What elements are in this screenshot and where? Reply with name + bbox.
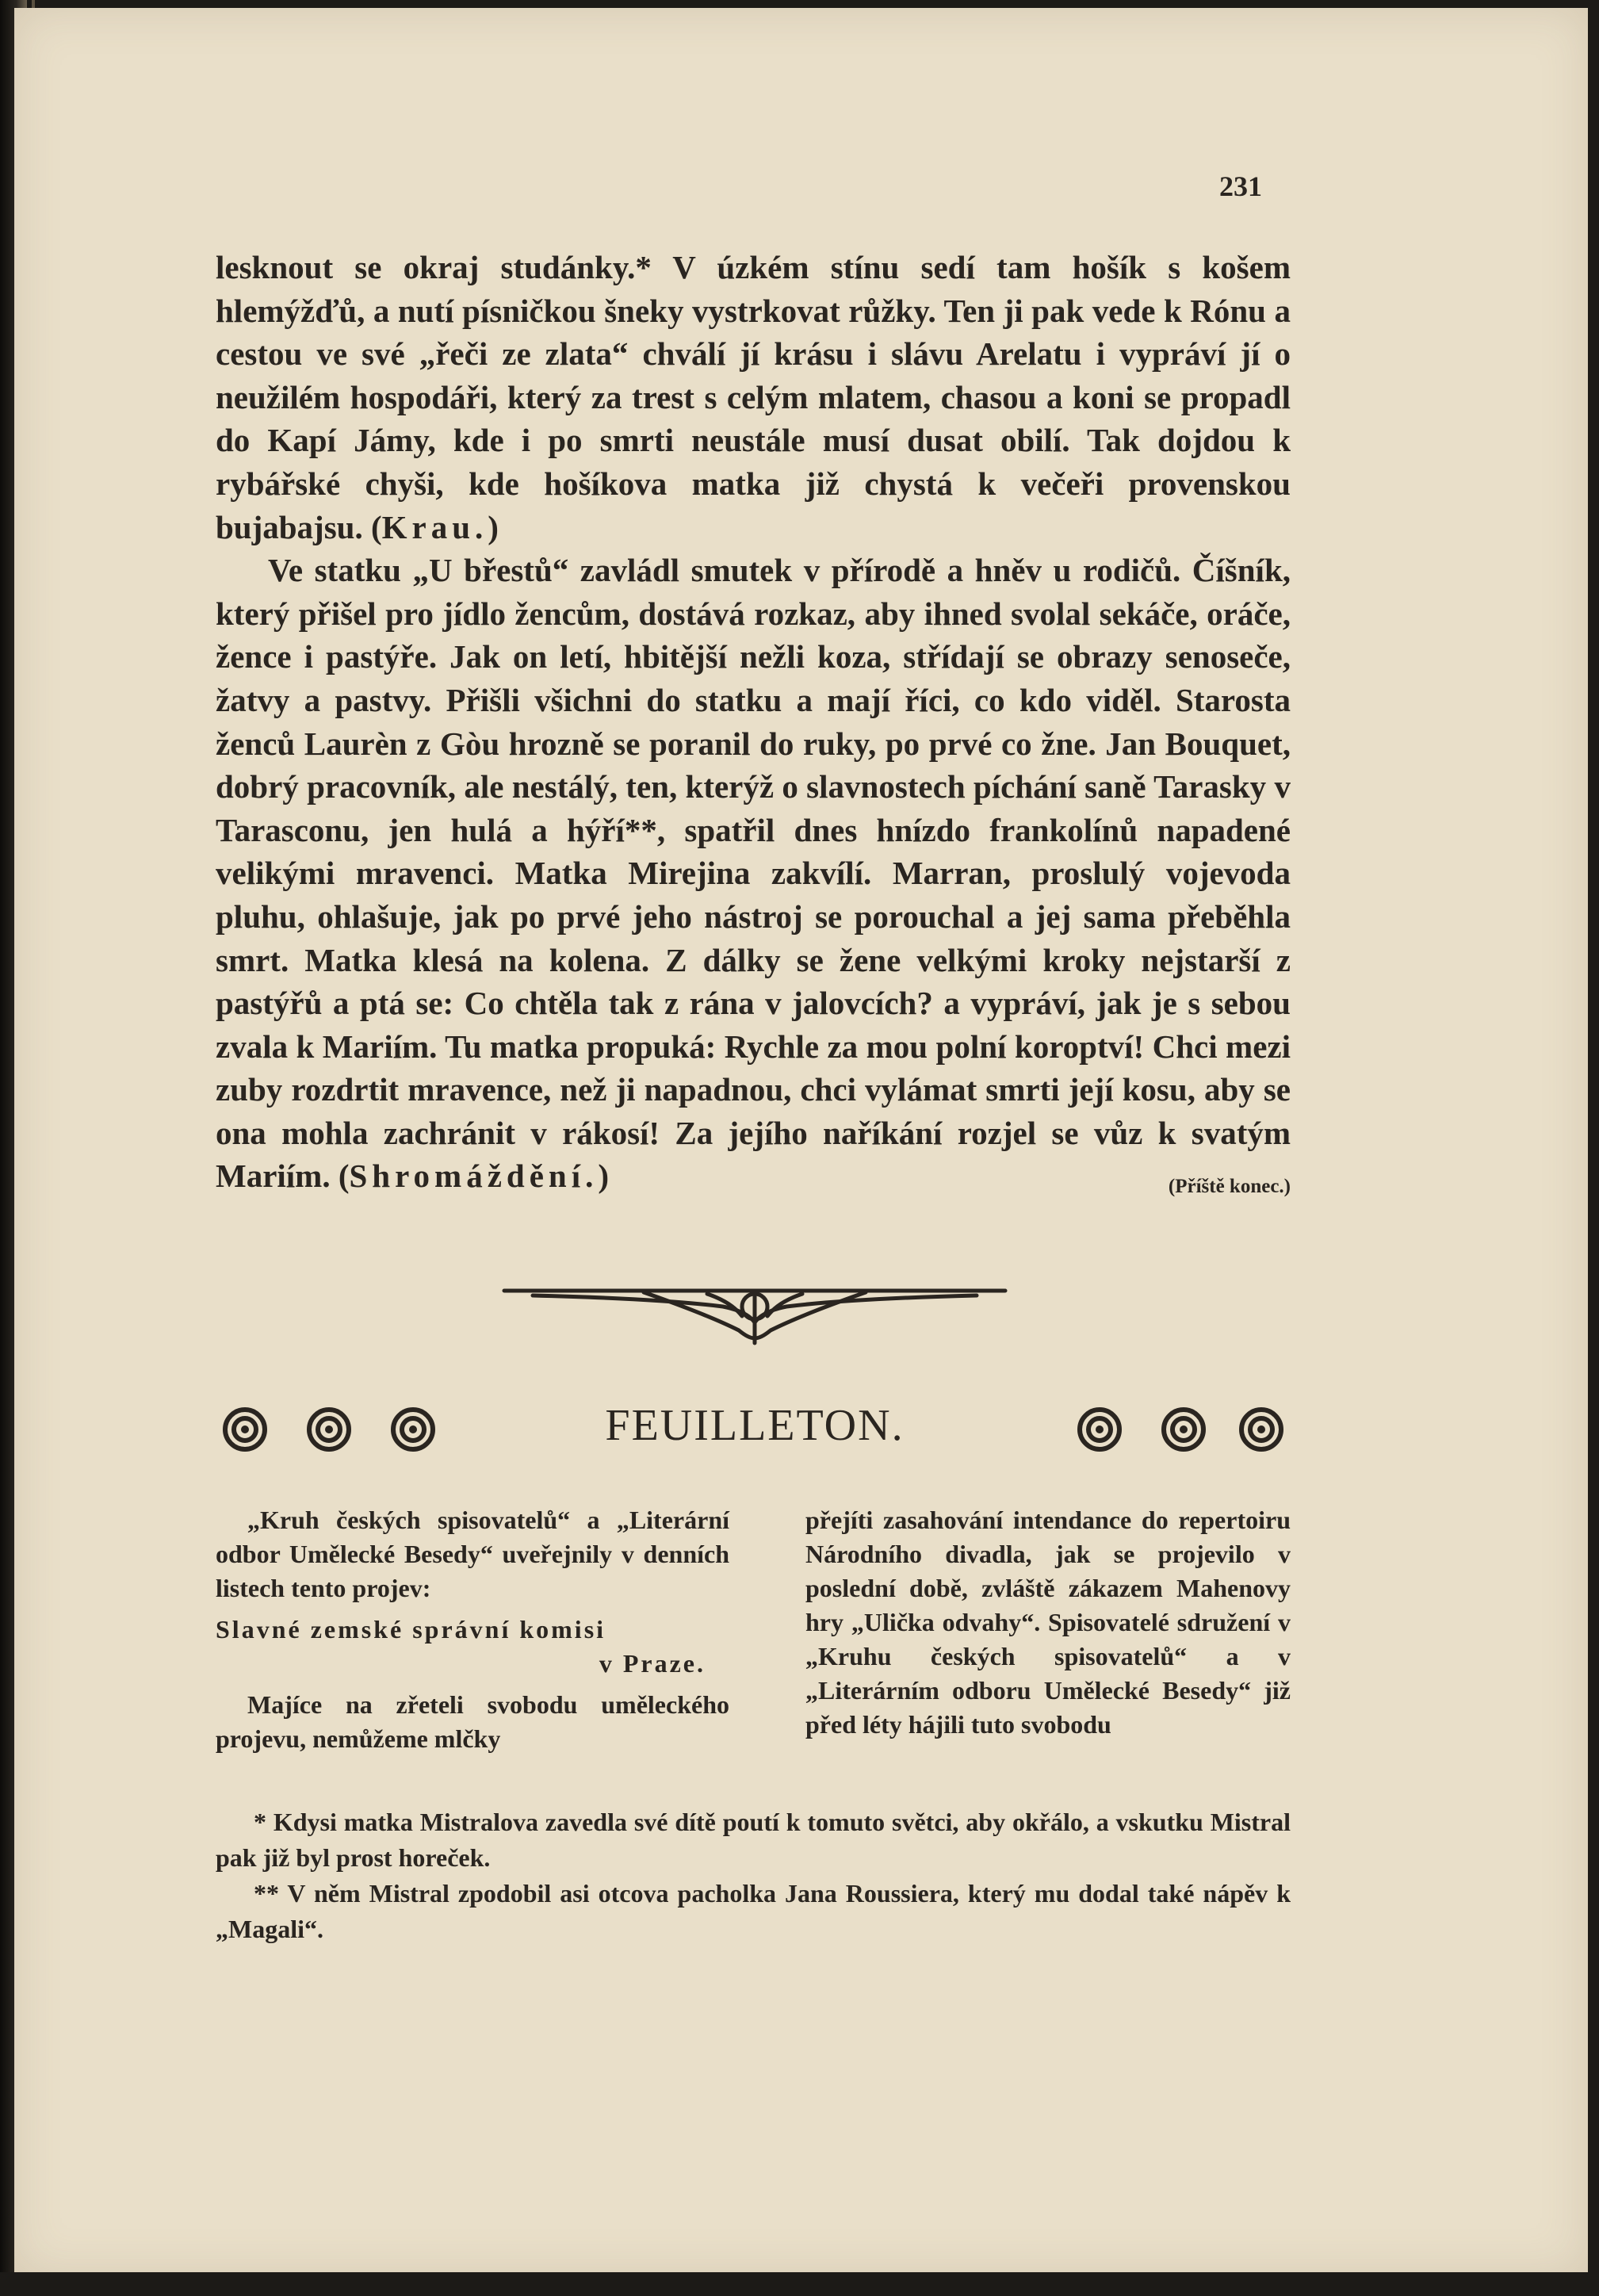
rose-icon [222,1406,268,1452]
column-right-body: přejíti zasahování intendance do repertoiru Národního divadla, jak se projevilo v poslední době, zvláště zákazem Mahenovy hry „Ulička odvahy“. Spisovatelé sdružení v „Kruhu českých spisovatelů“ a v „Literárním odboru Umělecké Besedy“ již před léty hájili tuto svobodu [805,1506,1291,1739]
paragraph-1 [216,246,1291,549]
rose-icon [390,1406,436,1452]
rose-icon [1161,1406,1207,1452]
paragraph-1-text: lesknout se okraj studánky.* V úzkém stínu sedí tam hošík s košem hlemýžďů, a nutí písničkou šneky vystrkovat růžky. Ten ji pak vede k Rónu a cestou ve své „řeči ze zlata“ chválí jí krásu i slávu Arelatu i vypráví jí o neužilém hospodáři, který za trest s celým mlatem, chasou a koni se propadl do Kapí Jámy, kde i po smrti neustále musí dusat obilí. Tak dojdou k rybářské chyši, kde hošíkova matka již chystá k večeři provenskou bujabajsu. ( [216,249,1291,545]
section-ref-shromazdeni: Shromáždění. [349,1158,599,1195]
rose-icon [306,1406,352,1452]
footnotes [216,1804,1291,1947]
column-right [805,1503,1291,1742]
footnote-2: ** V něm Mistral zpodobil asi otcova pacholka Jana Roussiera, který mu dodal také nápěv k „Magali“. [216,1879,1291,1943]
column-left [216,1503,729,1756]
section-header [216,1392,1291,1471]
addressee-city: v Praze. [599,1649,706,1678]
main-text [216,246,1291,1209]
rose-icon [1238,1406,1284,1452]
paragraph-1-end: ) [488,508,499,545]
paragraph-2 [216,549,1291,1198]
continued-note: (Příště konec.) [1168,1176,1291,1198]
paragraph-2-end: ) [598,1158,609,1195]
ornament-divider-icon [501,1275,1008,1346]
page-number: 231 [1219,170,1262,202]
page-bottom-edge [0,2272,1599,2296]
addressee: Slavné zemské správní komisi [216,1615,606,1644]
rose-icon [1077,1406,1123,1452]
column-left-intro: „Kruh českých spisovatelů“ a „Literární odbor Umělecké Besedy“ uveřejnily v denních listech tento projev: [216,1506,729,1602]
author-ref-krau: Krau. [381,508,488,545]
footnote-1: * Kdysi matka Mistralova zavedla své dítě poutí k tomuto světci, aby okřálo, a vskutku Mistral pak již byl prost horeček. [216,1808,1291,1872]
paragraph-2-text: Ve statku „U břestů“ zavládl smutek v přírodě a hněv u rodičů. Číšník, který přišel pro jídlo žencům, dostává rozkaz, aby ihned svolal sekáče, oráče, žence i pastýře. Jak on letí, hbitější nežli koza, střídají se obrazy senoseče, žatvy a pastvy. Přišli všichni do statku a mají říci, co kdo viděl. Starosta ženců Laurèn z Gòu hrozně se poranil do ruky, po prvé co žne. Jan Bouquet, dobrý pracovník, ale nestálý, ten, kterýž o slavnostech píchání saně Tarasky v Tarasconu, jen hulá a hýří**, spatřil dnes hnízdo frankolínů napadené velikými mravenci. Matka Mirejina zakvílí. Marran, proslulý vojevoda pluhu, ohlašuje, jak po prvé jeho nástroj se porouchal a jej sama přeběhla smrt. Matka klesá na kolena. Z dálky se žene velkými kroky nejstarší z pastýřů a ptá se: Co chtěla tak z rána v jalovcích? a vypráví, jak je s sebou zvala k Mariím. Tu matka propuká: Rychle za mou polní koroptví! Chci mezi zuby rozdrtit mravence, než ji napadnou, chci vylámat smrti její kosu, aby se ona mohla zachránit v rákosí! Za jejího naříkání rozjel se vůz k svatým Mariím. ( [216,552,1291,1195]
column-left-body: Majíce na zřeteli svobodu uměleckého projevu, nemůžeme mlčky [216,1690,729,1753]
section-title: FEUILLETON. [605,1401,905,1450]
